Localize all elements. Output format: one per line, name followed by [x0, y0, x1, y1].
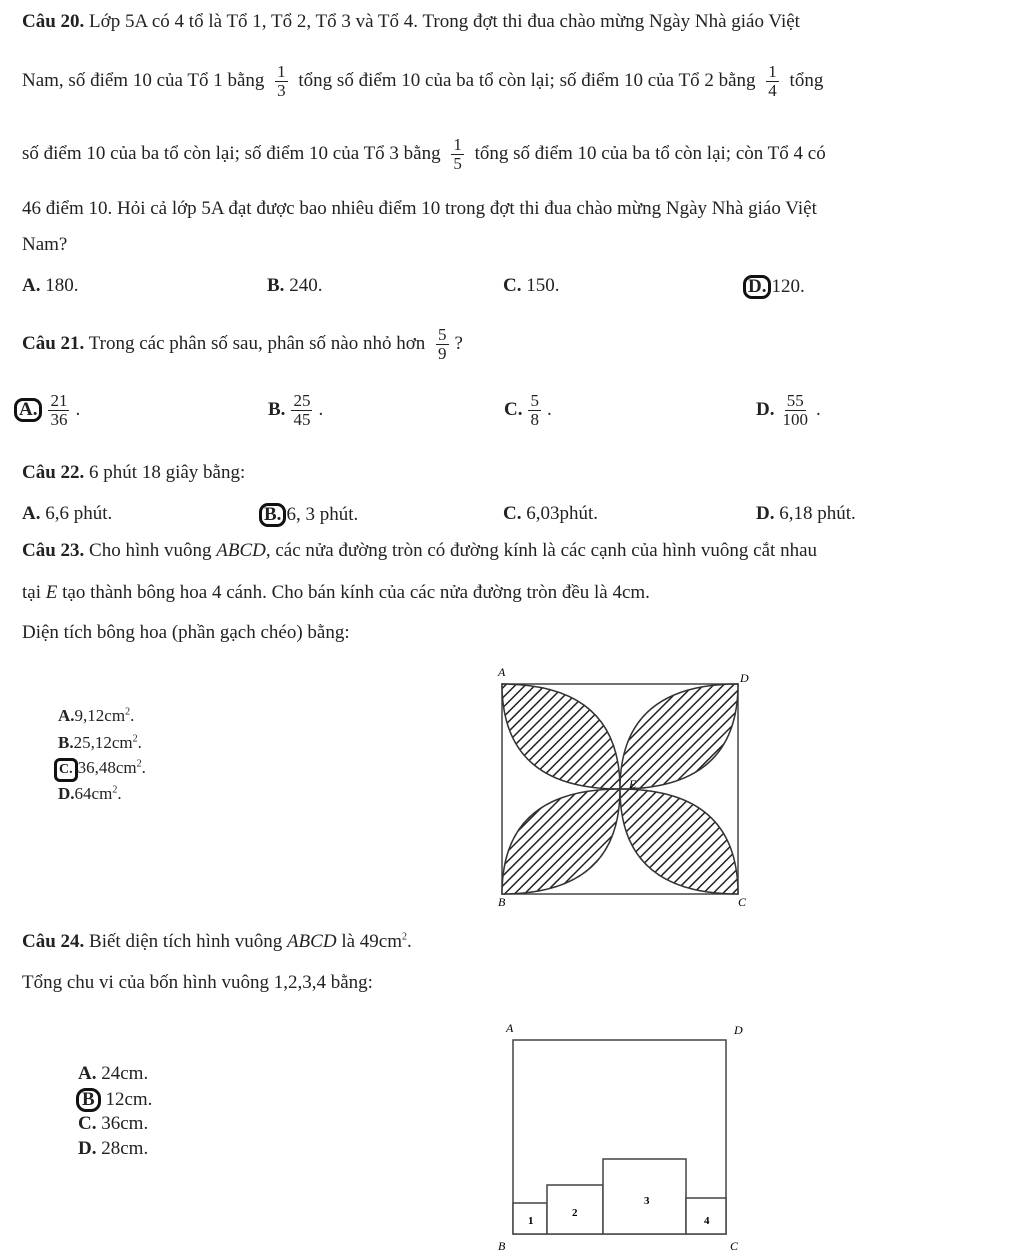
q22-option-b[interactable]: B. 6, 3 phút. [259, 503, 358, 527]
q22-option-d[interactable]: D. 6,18 phút. [756, 503, 856, 524]
q21-text: Trong các phân số sau, phân số nào nhỏ hơn [88, 332, 426, 354]
q21-line: Câu 21. Trong các phân số sau, phân số nào nhỏ hơn $\frac{5}{9}$ ? [22, 325, 463, 363]
q23-line-3: Diện tích bông hoa (phần gạch chéo) bằng: [22, 622, 350, 643]
q21-answer-circle: A. [14, 398, 42, 422]
q24-option-b[interactable]: B 12cm. [76, 1088, 152, 1112]
q24-answer-circle: B [76, 1088, 101, 1112]
q20-option-b[interactable]: B. 240. [267, 275, 323, 296]
q20-text-3b: tổng số điểm 10 của ba tổ còn lại; còn Tổ 4 có [474, 142, 826, 164]
q21-option-a[interactable]: A. $\frac{21}{36}$ . [14, 392, 80, 429]
label-a2: A [506, 1021, 514, 1035]
label-d: D [740, 671, 749, 685]
q20-text-2c: tổng [789, 69, 824, 91]
label-s1: 1 [528, 1215, 534, 1227]
q24-line-1: Câu 24. Biết diện tích hình vuông ABCD là $49cm^2$. [22, 931, 412, 952]
q21-option-c[interactable]: C. $\frac{5}{8}$ . [504, 391, 552, 429]
q22-text: 6 phút 18 giây bằng: [89, 462, 246, 483]
q23-line-1: Câu 23. Cho hình vuông ABCD, các nửa đường tròn có đường kính là các cạnh của hình vuông cắt nhau [22, 540, 817, 561]
squares-figure [490, 1018, 760, 1258]
q20-option-d[interactable]: D. 120. [743, 275, 805, 299]
q20-line-5: Nam? [22, 234, 68, 255]
q20-line-4: 46 điểm 10. Hỏi cả lớp 5A đạt được bao nhiêu điểm 10 trong đợt thi đua chào mừng Ngày Nhà giáo Việt [22, 198, 817, 219]
q20-text-3a: số điểm 10 của ba tổ còn lại; số điểm 10 của Tổ 3 bằng [22, 142, 441, 164]
label-b: B [498, 895, 506, 909]
q23-answer-circle: C. [54, 758, 78, 782]
q20-fraction-1: $\frac{1}{3}$ [277, 62, 286, 100]
q20-line-2 [22, 63, 823, 100]
q23-line-2: tại E tạo thành bông hoa 4 cánh. Cho bán kính của các nửa đường tròn đều là 4cm. [22, 582, 650, 603]
label-c: C [738, 895, 747, 909]
q20-label: Câu 20. [22, 11, 85, 32]
q20-option-c[interactable]: C. 150. [503, 275, 560, 296]
label-b2: B [498, 1239, 506, 1253]
q23-option-d[interactable]: $D.64cm^2$. [58, 784, 122, 803]
q23-label: Câu 23. [22, 540, 85, 561]
q24-line-2: Tổng chu vi của bốn hình vuông 1,2,3,4 bằng: [22, 972, 373, 993]
q23-option-a[interactable]: $A.9,12cm^2$. [58, 706, 135, 725]
label-s4: 4 [704, 1215, 710, 1227]
q23-option-b[interactable]: $B.25,12cm^2$. [58, 733, 142, 752]
q22-line [22, 462, 245, 484]
q20-line-3 [22, 136, 826, 173]
q21-option-b[interactable]: B. $\frac{25}{45}$ . [268, 391, 324, 429]
q20-fraction-3: $\frac{1}{5}$ [453, 135, 462, 173]
flower-figure [490, 660, 760, 910]
label-a: A [498, 665, 506, 679]
label-s2: 2 [572, 1207, 578, 1219]
q24-option-d[interactable]: D. 28cm. [78, 1138, 149, 1159]
q20-text-2b: tổng số điểm 10 của ba tổ còn lại; số điểm 10 của Tổ 2 bằng [298, 69, 756, 91]
q24-label: Câu 24. [22, 931, 85, 952]
q22-answer-circle: B. [259, 503, 286, 527]
q21-option-d[interactable]: D. $\frac{55}{100}$ . [756, 391, 821, 429]
q23-option-c[interactable]: C. $36,48cm^2$. [54, 758, 146, 782]
q21-label: Câu 21. [22, 332, 85, 354]
q20-option-a[interactable]: A. 180. [22, 275, 79, 296]
label-c2: C [730, 1239, 739, 1253]
q20-text-1: Lớp 5A có 4 tổ là Tổ 1, Tổ 2, Tổ 3 và Tổ 4. Trong đợt thi đua chào mừng Ngày Nhà giáo Việt [89, 11, 800, 32]
q20-fraction-2: $\frac{1}{4}$ [768, 62, 777, 100]
label-e: E [629, 777, 637, 791]
q22-option-c[interactable]: C. 6,03phút. [503, 503, 599, 524]
q20-line-1 [22, 11, 800, 33]
label-s3: 3 [644, 1195, 650, 1207]
label-d2: D [734, 1023, 743, 1037]
q21-fraction: $\frac{5}{9}$ [438, 325, 447, 363]
q24-option-a[interactable]: A. 24cm. [78, 1063, 149, 1084]
q24-option-c[interactable]: C. 36cm. [78, 1113, 149, 1134]
q20-answer-circle: D. [743, 275, 771, 299]
q20-text-2a: Nam, số điểm 10 của Tổ 1 bằng [22, 69, 265, 91]
q22-label: Câu 22. [22, 462, 85, 483]
q22-option-a[interactable]: A. 6,6 phút. [22, 503, 113, 524]
